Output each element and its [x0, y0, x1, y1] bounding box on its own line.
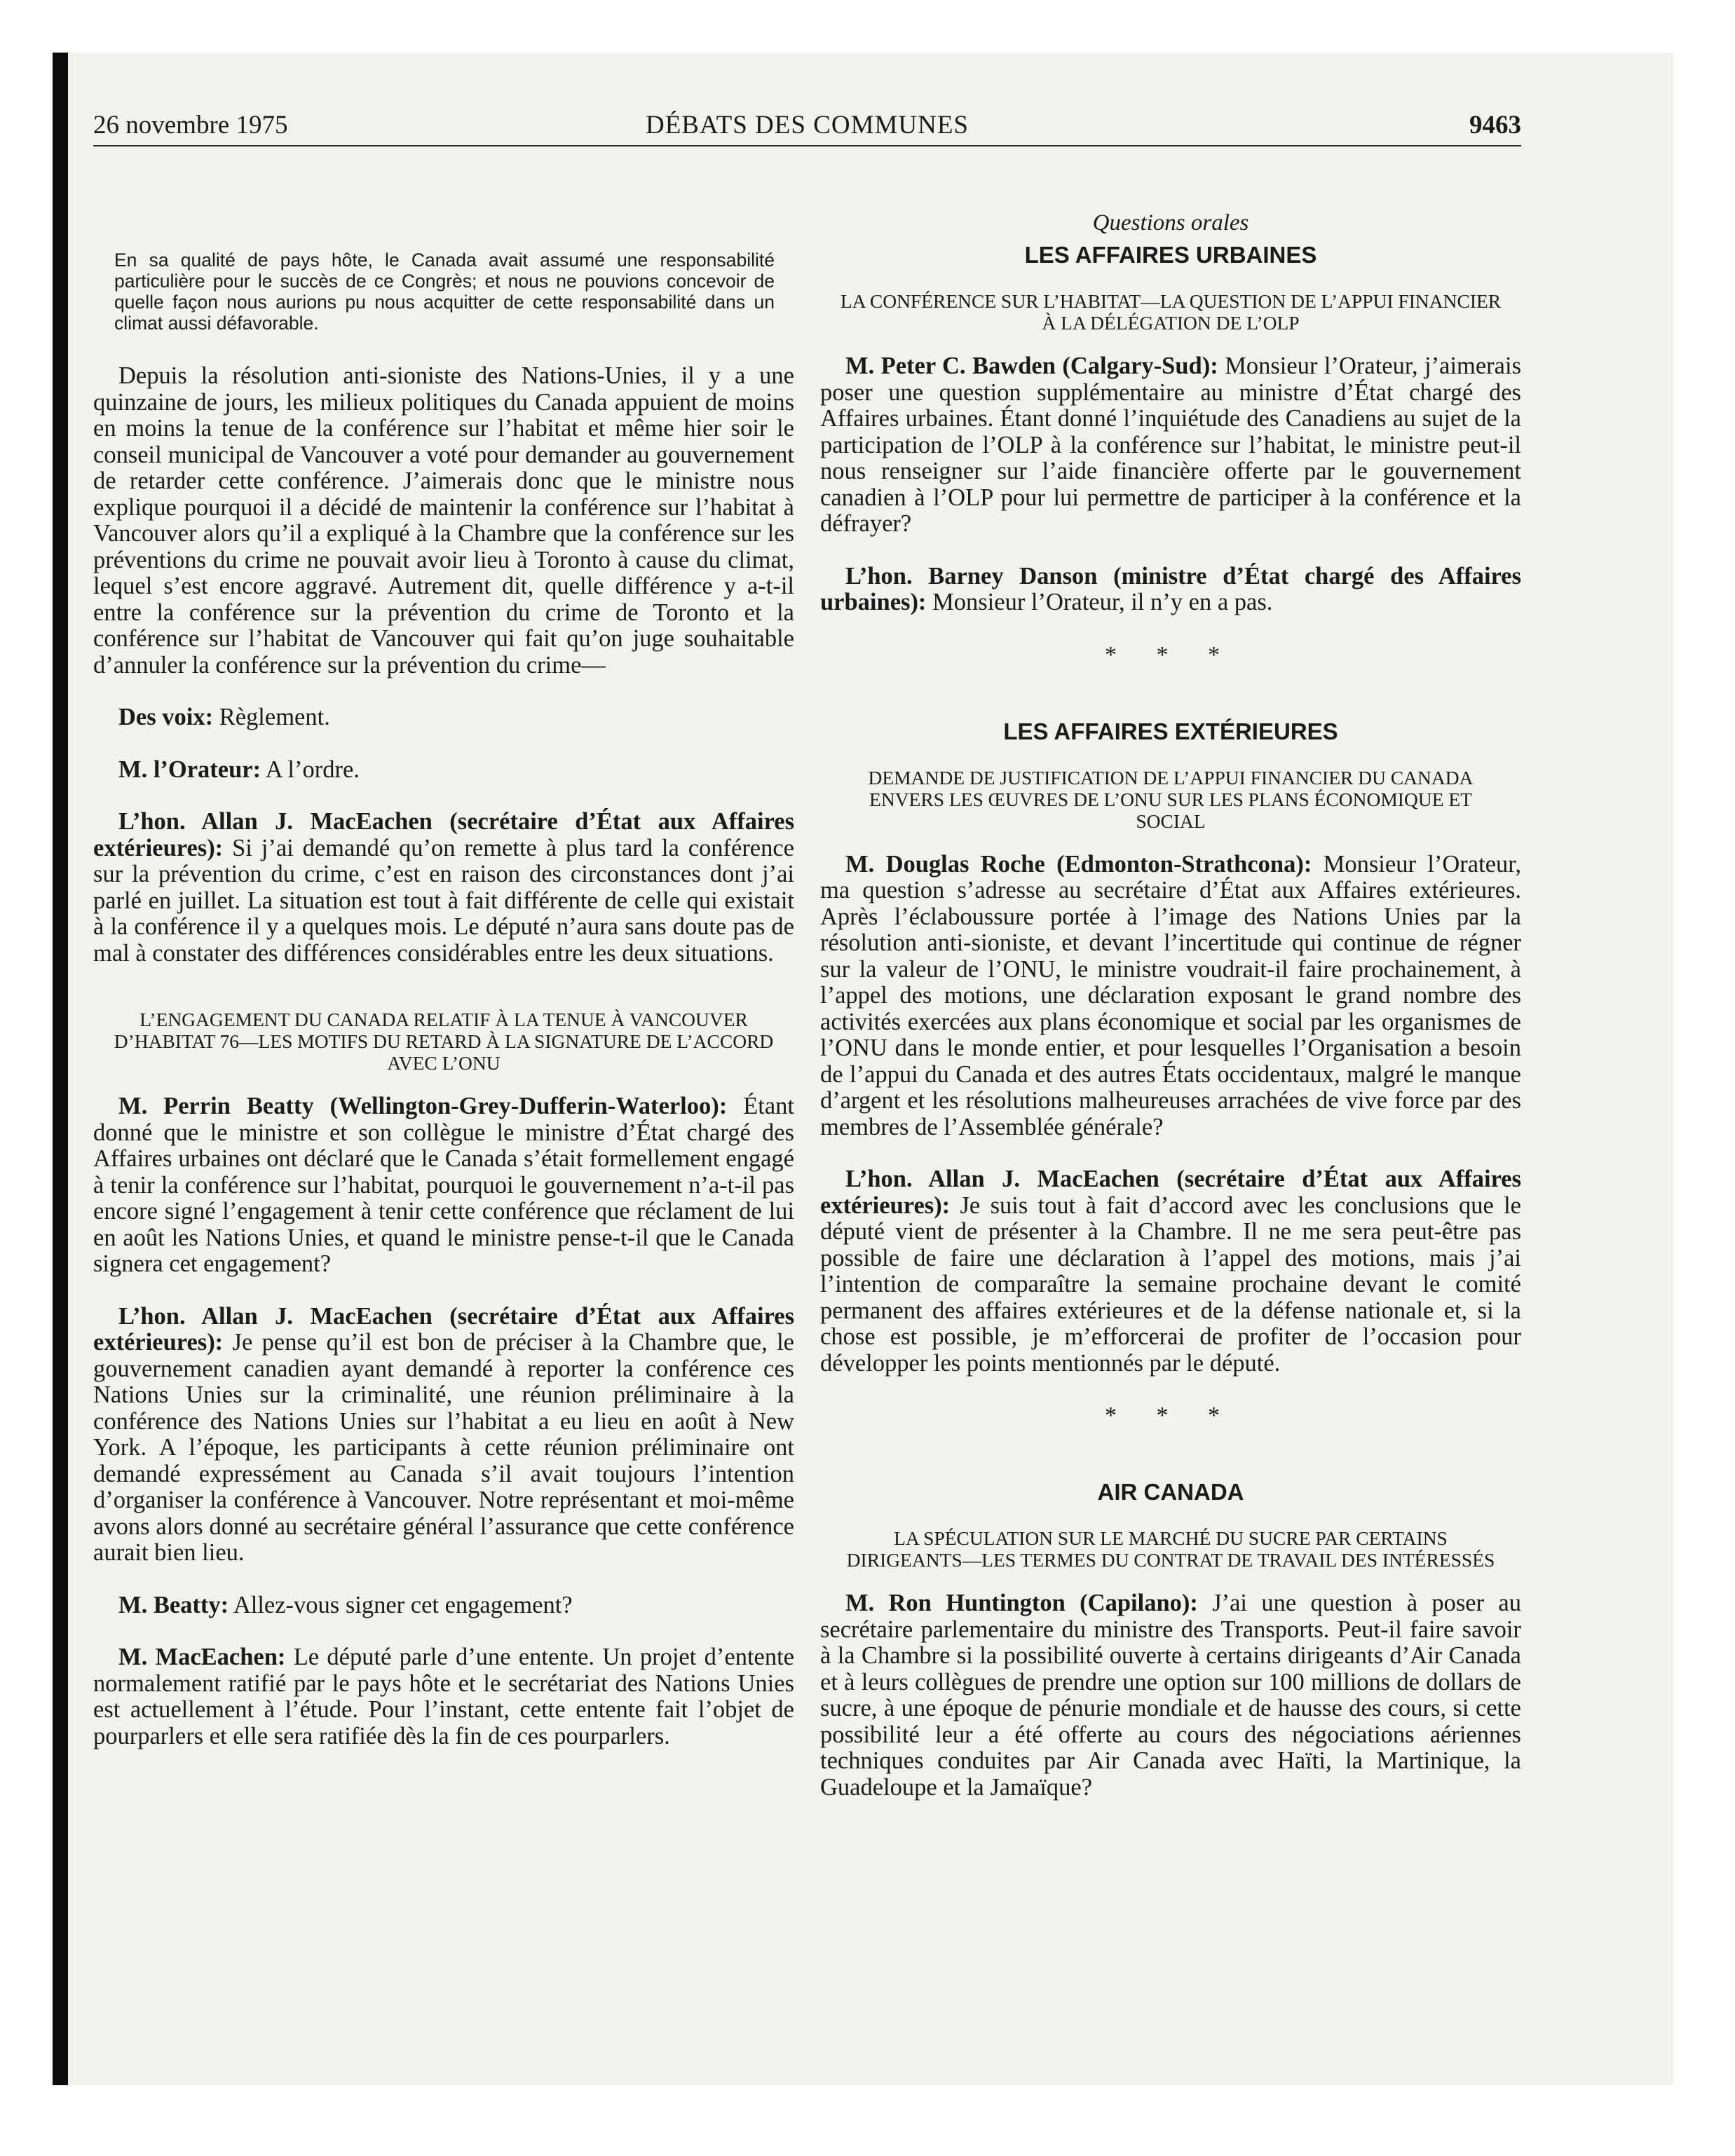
section-divider: * * * — [1105, 1403, 1237, 1428]
section-heading: LES AFFAIRES URBAINES — [1024, 242, 1317, 268]
subheading: DEMANDE DE JUSTIFICATION DE L’APPUI FINANCIER DU CANADA ENVERS LES ŒUVRES DE L’ONU SUR LES PLANS ÉCONOMIQUE ET SOCIAL — [868, 766, 1474, 832]
page-header — [93, 109, 1521, 146]
speaker-name: M. Perrin Beatty (Wellington-Grey-Dufferin-Waterloo): — [118, 1093, 728, 1119]
scan-edge — [53, 53, 68, 2085]
speech-text: Le député parle d’une entente. Un projet d’entente normalement ratifié par le pays hôte et le secrétariat des Nations Unies est actuellement à l’étude. Pour l’instant, cette entente fait l’objet de pourparlers et elle sera ratifiée dès la fin de ces pourparlers. — [93, 1644, 794, 1749]
block-quote: En sa qualité de pays hôte, le Canada avait assumé une responsabilité particulière pour le succès de ce Congrès; et nous ne pouvions concevoir de quelle façon nous aurions pu nous acquitter de cette responsabilité dans un climat aussi défavorable. — [114, 250, 775, 334]
subheading: L’ENGAGEMENT DU CANADA RELATIF À LA TENUE À VANCOUVER D’HABITAT 76—LES MOTIFS DU RETARD À LA SIGNATURE DE L’ACCORD AVEC L’ONU — [114, 1009, 774, 1074]
paragraph — [820, 353, 1521, 538]
paragraph — [93, 1093, 794, 1278]
speaker-name: M. Peter C. Bawden (Calgary-Sud): — [845, 353, 1218, 379]
speaker-name: M. Ron Huntington (Capilano): — [845, 1590, 1198, 1616]
paragraph — [820, 564, 1521, 616]
speech-text: Allez-vous signer cet engagement? — [229, 1591, 573, 1618]
subheading: LA CONFÉRENCE SUR L’HABITAT—LA QUESTION DE L’APPUI FINANCIER À LA DÉLÉGATION DE L’OLP — [840, 290, 1502, 334]
header-date: 26 novembre 1975 — [93, 111, 288, 139]
speaker-name: Des voix: — [118, 704, 214, 730]
subheading: LA SPÉCULATION SUR LE MARCHÉ DU SUCRE PAR CERTAINS DIRIGEANTS—LES TERMES DU CONTRAT DE TRAVAIL DES INTÉRESSÉS — [846, 1527, 1495, 1571]
speaker-name: L’hon. Allan J. MacEachen (secrétaire d’État aux Affaires extérieures): — [93, 1302, 794, 1356]
paragraph — [820, 852, 1521, 1141]
speaker-name: L’hon. Barney Danson (ministre d’État chargé des Affaires urbaines): — [820, 562, 1521, 615]
paragraph — [93, 1304, 794, 1567]
speech-text: Étant donné que le ministre et son collègue le ministre d’État chargé des Affaires urbaines ont déclaré que le Canada s’était formellement engagé à tenir la conférence sur l’habitat, pourquoi le gouvernement n’a-t-il pas encore signé l’engagement à tenir cette conférence que réclament de lui en août les Nations Unies, et quand le ministre pense-t-il que le Canada signera cet engagement? — [93, 1093, 794, 1277]
paragraph — [93, 704, 794, 731]
paragraph — [93, 1592, 794, 1619]
section-divider: * * * — [1105, 641, 1237, 668]
paragraph — [93, 757, 794, 784]
paragraph — [93, 809, 794, 967]
speech-text: Si j’ai demandé qu’on remette à plus tard la conférence sur la prévention du crime, c’est en raison des circonstances dont j’ai parlé en juillet. La situation est tout à fait différente de celle qui existait à la conférence il y a quelques mois. Le député n’aura sans doute pas de mal à constater des différences considérables entre les deux situations. — [93, 834, 794, 967]
speaker-name: M. Beatty: — [118, 1591, 229, 1618]
section-kicker: Questions orales — [1092, 210, 1249, 236]
speech-text: Monsieur l’Orateur, il n’y en a pas. — [926, 589, 1273, 615]
speech-text: Je suis tout à fait d’accord avec les conclusions que le député vient de présenter à la Chambre. Il ne me sera peut-être pas possible de faire une déclaration à l’appel des motions, mais j’ai l’intention de comparaître la semaine prochaine devant le comité permanent des affaires extérieures et de la défense nationale et, si la chose est possible, je m’efforcerai de profiter de l’occasion pour développer les points mentionnés par le député. — [820, 1192, 1521, 1377]
speech-text: A l’ordre. — [261, 756, 360, 783]
header-title: DÉBATS DES COMMUNES — [645, 111, 969, 139]
speech-text: Monsieur l’Orateur, j’aimerais poser une question supplémentaire au ministre d’État chargé des Affaires urbaines. Étant donné l’inquiétude des Canadiens au sujet de la participation de l’OLP à la conférence sur l’habitat, le ministre peut-il nous renseigner sur l’aide financière offerte par le gouvernement canadien à l’OLP pour lui permettre de participer à la conférence et la défrayer? — [820, 353, 1521, 537]
speech-text: Règlement. — [213, 704, 330, 730]
paragraph: Depuis la résolution anti-sioniste des Nations-Unies, il y a une quinzaine de jours, les milieux politiques du Canada appuient de moins en moins la tenue de la conférence sur l’habitat et même hier soir le conseil municipal de Vancouver a voté pour demander au gouvernement de retarder cette conférence. J’aimerais donc que le ministre nous explique pourquoi il a décidé de maintenir la conférence sur l’habitat à Vancouver alors qu’il a expliqué à la Chambre que la conférence sur les préventions du crime ne pouvait avoir lieu à Toronto à cause du climat, lequel s’est encore aggravé. Autrement dit, quelle différence y a-t-il entre la conférence sur la prévention du crime de Toronto et la conférence sur l’habitat de Vancouver qui fait qu’on juge souhaitable d’annuler la conférence sur la prévention du crime— — [93, 362, 794, 678]
header-page-number: 9463 — [1469, 111, 1521, 139]
speaker-name: L’hon. Allan J. MacEachen (secrétaire d’État aux Affaires extérieures): — [93, 808, 794, 861]
speaker-name: M. MacEachen: — [118, 1644, 286, 1670]
speaker-name: L’hon. Allan J. MacEachen (secrétaire d’État aux Affaires extérieures): — [820, 1166, 1521, 1219]
paragraph — [820, 1590, 1521, 1801]
section-heading: LES AFFAIRES EXTÉRIEURES — [1003, 718, 1338, 744]
speech-text: Je pense qu’il est bon de préciser à la Chambre que, le gouvernement canadien ayant demandé à reporter la conférence ces Nations Unies sur la criminalité, une réunion préliminaire à la conférence des Nations Unies sur l’habitat a eu lieu en août à New York. A l’époque, les participants à cette réunion préliminaire ont demandé expressément au Canada s’il avait toujours l’intention d’organiser la conférence à Vancouver. Notre représentant et moi-même avons alors donné au secrétaire général l’assurance que cette conférence aurait bien lieu. — [93, 1329, 794, 1566]
left-column — [93, 160, 794, 1775]
section-heading: AIR CANADA — [1097, 1479, 1244, 1505]
paragraph — [820, 1166, 1521, 1377]
right-column — [820, 160, 1521, 1827]
speaker-name: M. Douglas Roche (Edmonton-Strathcona): — [845, 850, 1312, 878]
speaker-name: M. l’Orateur: — [118, 756, 261, 783]
speech-text: J’ai une question à poser au secrétaire parlementaire du ministre des Transports. Peut-il faire savoir à la Chambre si la possibilité ouverte à certains dirigeants d’Air Canada et à leurs collègues de prendre une option sur 100 millions de dollars de sucre, à une époque de pénurie mondiale et de hausse des cours, si cette possibilité leur a été offerte au cours des négociations aériennes techniques conduites par Air Canada avec Haïti, la Martinique, la Guadeloupe et la Jamaïque? — [820, 1590, 1521, 1801]
paragraph — [93, 1644, 794, 1749]
speech-text: Monsieur l’Orateur, ma question s’adresse au secrétaire d’État aux Affaires extérieures. Après l’éclaboussure portée à l’image des Nations Unies par la résolution anti-sioniste, et devant l’incertitude qui continue de régner sur la valeur de l’ONU, le ministre voudrait-il faire prochainement, à l’appel des motions, une déclaration exposant le grand nombre des activités exercées aux plans économique et social par les organismes de l’ONU dans le monde entier, et pour lesquelles l’Organisation a besoin de l’appui du Canada et des autres États occidentaux, malgré le manque d’argent et les résolutions malheureuses arrachées de vive force par des membres de l’Assemblée générale? — [820, 850, 1521, 1140]
